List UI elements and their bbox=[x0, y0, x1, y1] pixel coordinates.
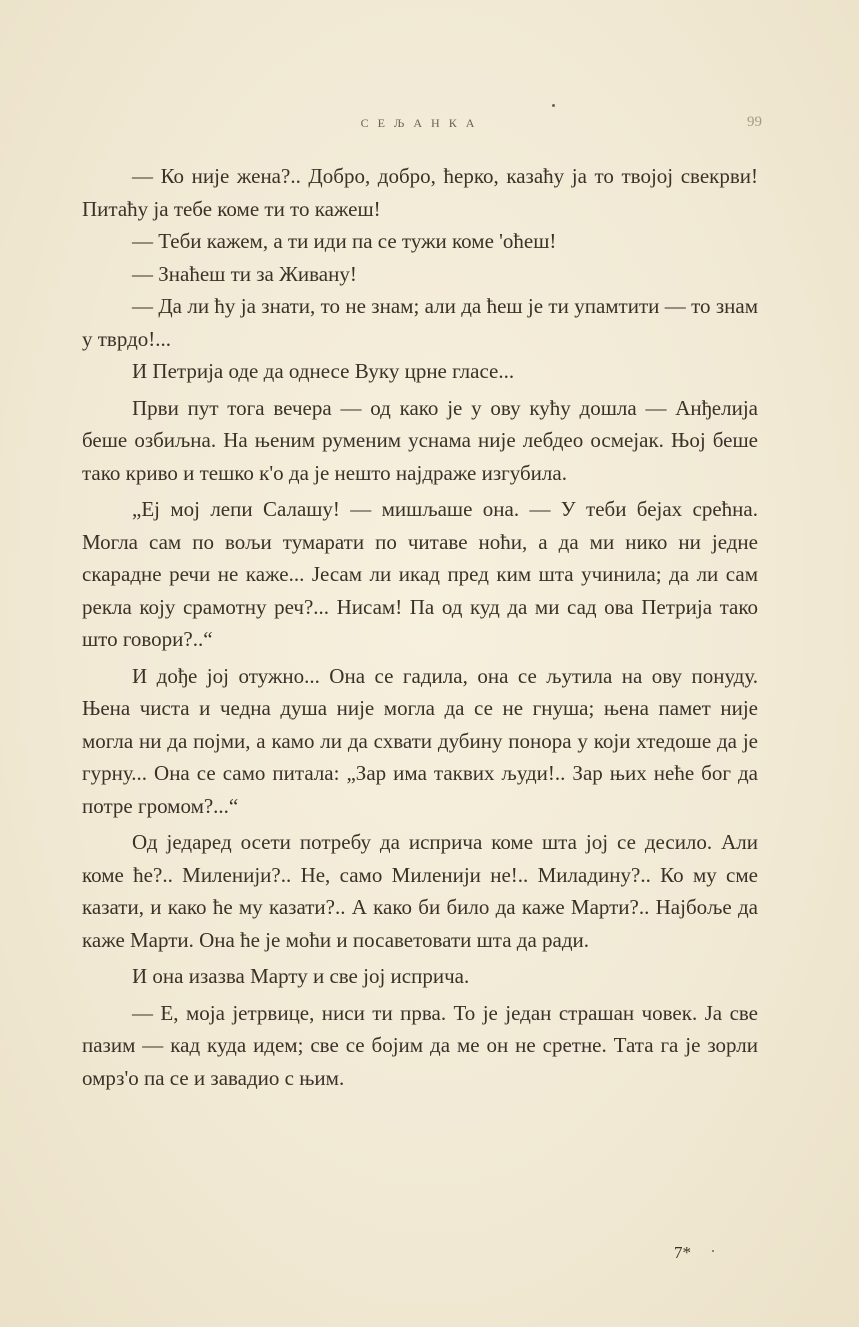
paragraph: — Теби кажем, а ти иди па се тужи коме 'оћеш! bbox=[132, 229, 557, 253]
paragraph: И она изазва Марту и све јој исприча. bbox=[132, 964, 470, 988]
ink-speck bbox=[712, 1250, 714, 1252]
printer-signature: 7* bbox=[674, 1243, 691, 1262]
paragraph: — Знаћеш ти за Живану! bbox=[132, 261, 357, 286]
body-text bbox=[82, 160, 758, 1094]
running-title: СЕЉАНКА bbox=[360, 116, 484, 130]
ink-speck bbox=[552, 104, 555, 107]
paragraph: Од једаред осети потребу да исприча коме шта јој се десило. Али коме ће?.. Миленији?.. Не, само Миленији не!.. Миладину?.. Ко му сме казати, и како ће му казати?.. А како би било да каже Марти?.. Најбоље да каже Марти. Она ће је моћи и посаветовати шта да ради. bbox=[82, 830, 758, 952]
paragraph: И Петрија оде да однесе Вуку црне гласе... bbox=[132, 359, 515, 383]
page-number: 99 bbox=[747, 114, 762, 130]
paragraph: Први пут тога вечера — од како је у ову кућу дошла — Анђелија беше озбиљна. На њеним руменим уснама није лебдео осмејак. Њој беше тако криво и тешко к'о да је нешто најдраже изгубила. bbox=[82, 395, 758, 485]
page-header bbox=[82, 112, 762, 136]
paragraph: И дође јој отужно... Она се гадила, она се љутила на ову понуду. Њена чиста и чедна душа није могла да се не гнуша; њена памет није могла ни да појми, а камо ли да схвати дубину понора у који хтедоше да је гурну... Она се само питала: „Зар има таквих људи!.. Зар њих неће бог да потре громом?...“ bbox=[82, 663, 758, 818]
paragraph: — Ко није жена?.. Добро, добро, ћерко, казаћу ја то твојој свекрви! Питаћу ја тебе коме ти то кажеш! bbox=[82, 164, 758, 221]
paragraph: — Е, моја јетрвице, ниси ти прва. То је један страшан човек. Ја све пазим — кад куда идем; све се бојим да ме он не сретне. Тата га је зорли омрз'о па се и завадио с њим. bbox=[82, 1000, 758, 1090]
paragraph: „Еј мој лепи Салашу! — мишљаше она. — У теби бејах срећна. Могла сам по вољи тумарати по читаве ноћи, а да ми нико ни једне скарадне речи не каже... Јесам ли икад пред ким шта учинила; да ли сам рекла коју срамотну реч?... Нисам! Па од куд да ми сад ова Петрија тако што говори?..“ bbox=[82, 497, 758, 651]
paragraph: — Да ли ћу ја знати, то не знам; али да ћеш је ти упамтити — то знам у тврдо!... bbox=[82, 294, 758, 351]
